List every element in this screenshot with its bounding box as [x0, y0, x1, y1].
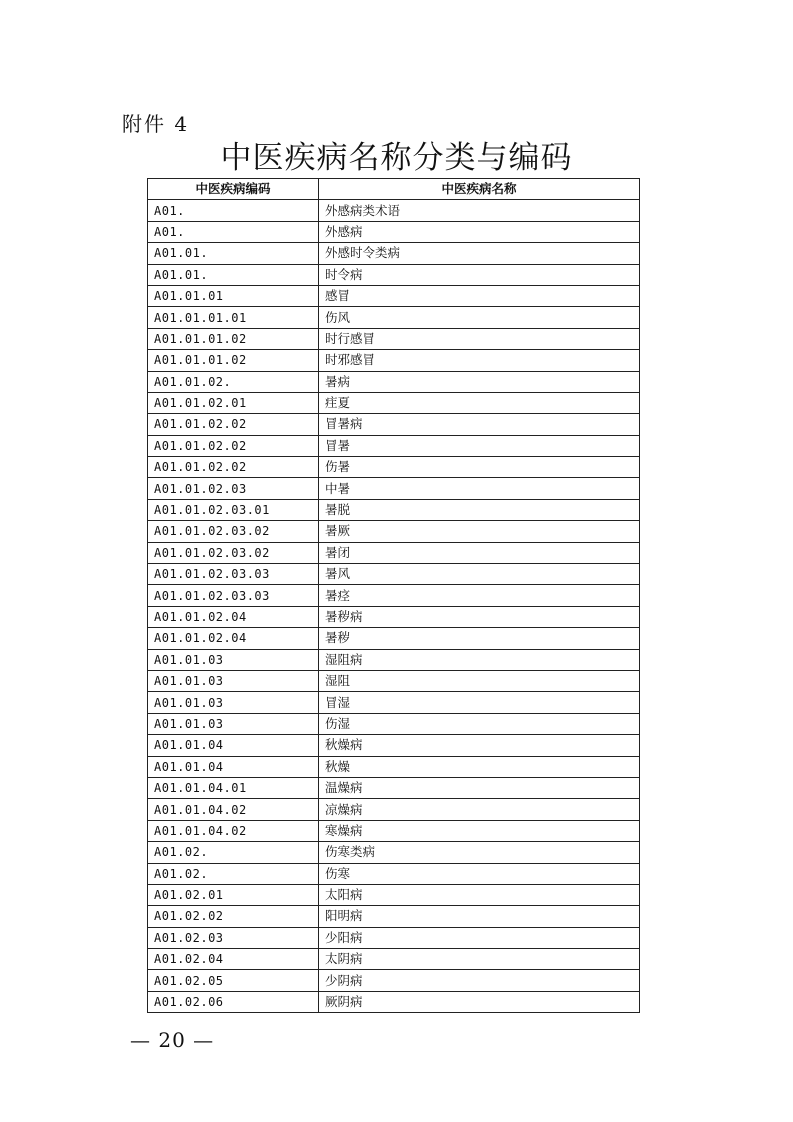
column-header-name: 中医疾病名称: [319, 179, 640, 200]
disease-name-cell: 凉燥病: [319, 799, 640, 820]
table-row: [148, 564, 640, 585]
disease-code-cell: A01.01.02.: [148, 371, 319, 392]
disease-name-cell: 感冒: [319, 285, 640, 306]
table-row: [148, 884, 640, 905]
disease-code-cell: A01.01.02.03: [148, 478, 319, 499]
page-number: — 20 —: [130, 1028, 215, 1052]
table-row: [148, 670, 640, 691]
table-row: [148, 435, 640, 456]
disease-name-cell: 暑厥: [319, 521, 640, 542]
disease-code-cell: A01.01.02.04: [148, 628, 319, 649]
table-row: [148, 414, 640, 435]
disease-code-cell: A01.01.02.03.02: [148, 542, 319, 563]
disease-name-cell: 暑闭: [319, 542, 640, 563]
disease-code-cell: A01.01.01.01: [148, 307, 319, 328]
disease-code-cell: A01.01.04.02: [148, 799, 319, 820]
disease-code-cell: A01.01.03: [148, 692, 319, 713]
table-row: [148, 628, 640, 649]
disease-code-cell: A01.01.02.02: [148, 457, 319, 478]
disease-name-cell: 太阴病: [319, 949, 640, 970]
disease-name-cell: 秋燥: [319, 756, 640, 777]
disease-name-cell: 时令病: [319, 264, 640, 285]
disease-name-cell: 湿阻: [319, 670, 640, 691]
disease-code-cell: A01.01.03: [148, 713, 319, 734]
table-row: [148, 499, 640, 520]
table-row: [148, 521, 640, 542]
disease-code-cell: A01.01.04.01: [148, 777, 319, 798]
disease-code-cell: A01.: [148, 200, 319, 221]
column-header-code: 中医疾病编码: [148, 179, 319, 200]
disease-name-cell: 厥阴病: [319, 991, 640, 1012]
table-row: [148, 264, 640, 285]
disease-code-cell: A01.01.03: [148, 649, 319, 670]
table-row: [148, 606, 640, 627]
disease-code-cell: A01.01.: [148, 243, 319, 264]
table-row: [148, 585, 640, 606]
document-title: 中医疾病名称分类与编码: [220, 140, 573, 176]
disease-name-cell: 暑风: [319, 564, 640, 585]
attachment-label: 附件 4: [122, 112, 190, 136]
disease-code-cell: A01.01.02.01: [148, 392, 319, 413]
disease-name-cell: 伤寒类病: [319, 842, 640, 863]
table-row: [148, 478, 640, 499]
disease-code-cell: A01.01.02.02: [148, 435, 319, 456]
disease-name-cell: 冒暑: [319, 435, 640, 456]
table-row: [148, 906, 640, 927]
disease-name-cell: 湿阻病: [319, 649, 640, 670]
table-row: [148, 735, 640, 756]
disease-code-cell: A01.01.01.02: [148, 350, 319, 371]
table-row: [148, 713, 640, 734]
disease-code-cell: A01.01.01: [148, 285, 319, 306]
disease-name-cell: 少阳病: [319, 927, 640, 948]
disease-name-cell: 伤暑: [319, 457, 640, 478]
disease-code-cell: A01.01.04.02: [148, 820, 319, 841]
table-row: [148, 777, 640, 798]
disease-code-cell: A01.01.02.03.01: [148, 499, 319, 520]
disease-code-cell: A01.02.04: [148, 949, 319, 970]
disease-name-cell: 外感时令类病: [319, 243, 640, 264]
disease-name-cell: 暑病: [319, 371, 640, 392]
disease-code-cell: A01.01.02.03.03: [148, 564, 319, 585]
table-row: [148, 200, 640, 221]
disease-code-cell: A01.02.01: [148, 884, 319, 905]
disease-code-cell: A01.02.05: [148, 970, 319, 991]
disease-code-cell: A01.01.02.02: [148, 414, 319, 435]
table-body: [148, 200, 640, 1013]
table-row: [148, 307, 640, 328]
disease-code-cell: A01.01.: [148, 264, 319, 285]
disease-code-cell: A01.01.02.03.02: [148, 521, 319, 542]
disease-name-cell: 中暑: [319, 478, 640, 499]
disease-name-cell: 阳明病: [319, 906, 640, 927]
disease-name-cell: 伤湿: [319, 713, 640, 734]
table-row: [148, 927, 640, 948]
table-row: [148, 350, 640, 371]
disease-name-cell: 暑秽: [319, 628, 640, 649]
disease-name-cell: 伤风: [319, 307, 640, 328]
disease-code-cell: A01.01.03: [148, 670, 319, 691]
table-row: [148, 949, 640, 970]
table-header-row: [148, 179, 640, 200]
disease-name-cell: 冒湿: [319, 692, 640, 713]
disease-code-cell: A01.02.06: [148, 991, 319, 1012]
disease-name-cell: 冒暑病: [319, 414, 640, 435]
disease-code-cell: A01.02.: [148, 842, 319, 863]
disease-name-cell: 少阴病: [319, 970, 640, 991]
table-row: [148, 820, 640, 841]
disease-code-cell: A01.01.02.03.03: [148, 585, 319, 606]
table-row: [148, 842, 640, 863]
table-row: [148, 371, 640, 392]
disease-name-cell: 暑秽病: [319, 606, 640, 627]
disease-name-cell: 疰夏: [319, 392, 640, 413]
disease-name-cell: 秋燥病: [319, 735, 640, 756]
disease-code-table: [147, 178, 640, 1013]
disease-name-cell: 时邪感冒: [319, 350, 640, 371]
table-row: [148, 799, 640, 820]
table-row: [148, 756, 640, 777]
disease-code-cell: A01.01.02.04: [148, 606, 319, 627]
disease-name-cell: 伤寒: [319, 863, 640, 884]
table-row: [148, 221, 640, 242]
table-row: [148, 243, 640, 264]
disease-code-cell: A01.01.04: [148, 756, 319, 777]
disease-code-cell: A01.: [148, 221, 319, 242]
disease-name-cell: 暑痉: [319, 585, 640, 606]
disease-name-cell: 暑脱: [319, 499, 640, 520]
disease-name-cell: 温燥病: [319, 777, 640, 798]
table-row: [148, 285, 640, 306]
table-row: [148, 328, 640, 349]
table-row: [148, 692, 640, 713]
disease-code-cell: A01.02.03: [148, 927, 319, 948]
table-row: [148, 457, 640, 478]
disease-code-cell: A01.01.01.02: [148, 328, 319, 349]
table-row: [148, 991, 640, 1012]
table-row: [148, 649, 640, 670]
disease-name-cell: 太阳病: [319, 884, 640, 905]
table-row: [148, 392, 640, 413]
disease-name-cell: 寒燥病: [319, 820, 640, 841]
disease-code-cell: A01.02.02: [148, 906, 319, 927]
table-row: [148, 863, 640, 884]
disease-code-cell: A01.01.04: [148, 735, 319, 756]
disease-name-cell: 外感病类术语: [319, 200, 640, 221]
disease-name-cell: 时行感冒: [319, 328, 640, 349]
table-row: [148, 542, 640, 563]
disease-code-cell: A01.02.: [148, 863, 319, 884]
table-row: [148, 970, 640, 991]
disease-name-cell: 外感病: [319, 221, 640, 242]
